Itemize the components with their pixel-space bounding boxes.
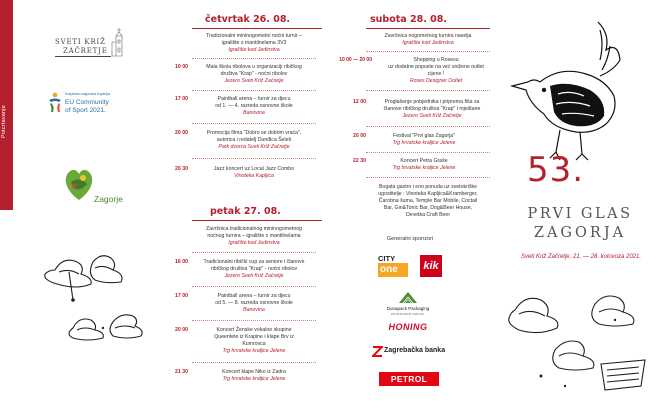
dunapack-mark-icon	[398, 290, 418, 304]
divider	[192, 286, 316, 287]
gastro-line: Bogata gastro i eno ponuda uz svetokriške	[378, 184, 478, 190]
divider	[192, 90, 316, 91]
saturday-gastro-info	[366, 184, 490, 219]
festival-title-line1: PRVI GLAS	[527, 206, 633, 222]
eu-line2: of Sport 2021.	[65, 106, 106, 114]
event-line: igralište s mantilnelama 3V3	[221, 40, 287, 46]
event-line: Jazz koncert uz Local Jazz Combo	[213, 166, 295, 172]
thursday-event-1	[150, 33, 340, 55]
saturday-event-5	[362, 158, 486, 172]
event-line: od 5. — 8. razreda osnovne škole	[215, 300, 293, 306]
event-line: društva "Krap" - noćni ribolov	[220, 71, 288, 77]
divider	[366, 51, 490, 52]
thursday-event-4	[150, 130, 340, 154]
event-location: Roses Designer Outlet	[409, 78, 463, 84]
event-location: Banovina	[243, 110, 265, 116]
event-body	[192, 96, 316, 117]
church-tower-icon	[109, 28, 129, 58]
event-body	[192, 327, 316, 355]
event-location: Trg hrvatske kraljice Jelene	[392, 140, 456, 146]
event-time: 12 00	[353, 99, 366, 105]
festival-title-line2: ZAGORJA	[533, 225, 627, 241]
dunapack-sub: PRINZHORN GROUP	[391, 312, 425, 316]
saturday-event-1	[366, 33, 490, 47]
divider	[192, 252, 316, 253]
sidebar-red-strip	[0, 0, 13, 210]
thursday-title-rule	[192, 28, 322, 29]
sport-figure-icon	[47, 92, 63, 114]
event-body	[192, 33, 316, 54]
friday-event-1	[150, 226, 340, 248]
bird-illustration	[510, 20, 630, 170]
event-body	[192, 130, 316, 151]
event-line: ribičkog društva "Krap" - noćni ribolov	[210, 266, 298, 272]
thursday-event-2	[150, 64, 340, 88]
sveti-kriz-underline	[55, 56, 111, 57]
event-line: Završnica nogometnog turnira naselja	[384, 33, 472, 39]
saturday-column	[340, 0, 510, 403]
event-time: 17 00	[175, 293, 188, 299]
divider	[366, 90, 490, 91]
divider	[192, 123, 316, 124]
divider	[192, 320, 316, 321]
event-location: Jezero Sveti Križ Začretje	[224, 78, 284, 84]
friday-title-rule	[192, 220, 322, 221]
event-line: Festival "Prvi glas Zagorja"	[393, 133, 455, 139]
event-time: 22 30	[353, 158, 366, 164]
event-time: 16 00	[175, 259, 188, 265]
city-one-top: CITY	[378, 254, 396, 263]
event-location: Jezero Sveti Križ Začretje	[402, 113, 462, 119]
eu-county-label: Krapinsko-zagorska županija	[65, 92, 110, 96]
event-line: Paintball arena – turnir za djecu	[217, 293, 291, 299]
event-line: članove ribičkog društva "Krap" i mještane	[383, 106, 481, 112]
gastro-line: Bar, Gin&Tonic Bar, Dog&Beer House,	[383, 205, 473, 211]
event-line: Završnica tradicionalnog mininogometnog	[205, 226, 303, 232]
event-body	[192, 369, 316, 383]
event-time: 21 30	[175, 369, 188, 375]
event-body	[192, 226, 316, 247]
gastro-line: Devetka Craft Beer	[405, 212, 451, 218]
zagorje-logo	[63, 164, 143, 204]
city-one-bottom: one	[380, 264, 398, 275]
event-line: uz dodatne popuste na već snižene outlet	[388, 64, 484, 70]
divider	[192, 58, 316, 59]
event-line: od 1. — 4. razreda osnovne škole	[215, 103, 293, 109]
event-time: 20 00	[175, 327, 188, 333]
event-time: 10 00 — 20 00	[339, 57, 372, 63]
event-line: Koncert klape Niko iz Zadra	[222, 369, 286, 375]
friday-event-2	[150, 259, 340, 283]
event-location: Vinoteka Kapljica	[234, 173, 274, 179]
divider	[366, 177, 490, 178]
sponsor-zaba-logo	[372, 345, 452, 359]
event-line: autorica i redatelj Dunđica Šeleš	[216, 137, 292, 143]
event-line: Proglašenje pobjednika i priprema fiša za	[384, 99, 480, 105]
sponsors-title: Generalni sponzori	[386, 236, 434, 242]
sponsor-petrol-logo: PETROL	[379, 372, 439, 386]
event-line: Kumrovca	[242, 341, 266, 347]
friday-title: petak 27. 08.	[210, 206, 281, 217]
event-line: Koncert Petra Graše	[400, 158, 448, 164]
friday-event-4	[150, 327, 340, 357]
sveti-kriz-logo	[55, 26, 135, 62]
eu-community-label	[65, 99, 109, 114]
friday-event-5	[150, 369, 340, 385]
sponsor-city-one-logo	[378, 254, 408, 280]
gastro-line: ugostitelje : Vinoteka Kapljica&Kramberger,	[378, 191, 478, 197]
event-location: Jezero Sveti Križ Začretje	[224, 273, 284, 279]
eu-line1: EU Community	[65, 99, 109, 106]
sidebar-label: Potcrtavanje	[1, 105, 7, 139]
thursday-event-5	[150, 166, 340, 182]
event-location: Trg hrvatske kraljice Jelene	[222, 348, 286, 354]
festival-number: 53.	[527, 150, 585, 190]
event-line: Queentete iz Krapine i klape Brv iz	[214, 334, 294, 340]
divider	[192, 158, 316, 159]
event-line: Mala škola ribolova u organizaciji ribičkog	[206, 64, 302, 70]
gastro-line: Čarobna šuma, Temple Bar Mobile, Coctail	[378, 198, 478, 204]
sveti-kriz-line2: ZAČRETJE	[63, 47, 108, 55]
event-location: Trg hrvatske kraljice Jelene	[222, 376, 286, 382]
logos-column	[13, 0, 143, 403]
event-location: Banovina	[243, 307, 265, 313]
event-time: 20 30	[175, 166, 188, 172]
sveti-kriz-line1: SVETI KRIŽ	[55, 38, 106, 46]
event-line: Tradicionalni ribički cup za seniore i članove	[203, 259, 305, 265]
zaba-mark-icon	[372, 346, 383, 357]
saturday-event-4	[362, 133, 486, 147]
zagorje-label: Zagorje	[94, 194, 123, 204]
festival-date-place: Sveti Križ Začretje, 21. — 28. kolovoza 2021.	[520, 254, 642, 260]
hats-illustration-left	[33, 250, 163, 400]
saturday-title-rule	[366, 28, 490, 29]
event-body	[192, 166, 316, 180]
event-line: cijene !	[427, 71, 445, 77]
event-location: Igralište kod Jedinstva	[228, 47, 280, 53]
event-line: Shopping u Rosesu	[413, 57, 459, 63]
thursday-friday-column	[150, 0, 340, 403]
divider	[192, 362, 316, 363]
event-time: 10 00	[175, 64, 188, 70]
sponsor-dunapack-logo	[368, 290, 448, 318]
event-location: Trg hrvatske kraljice Jelene	[392, 165, 456, 171]
event-line: Koncert Ženske vokalne skupine	[216, 327, 292, 333]
sponsor-honing-logo: HONING	[388, 322, 428, 332]
zaba-name: Zagrebačka banka	[384, 347, 446, 354]
event-body	[192, 259, 316, 280]
eu-community-sport-logo	[47, 88, 147, 128]
event-line: Tradicionalni mininogometni noćni turnir –	[206, 33, 302, 39]
event-line: noćnog turnira – igralište s mantilnelama	[207, 233, 301, 239]
divider	[366, 126, 490, 127]
event-body	[192, 293, 316, 314]
saturday-event-2	[374, 57, 498, 85]
thursday-title: četvrtak 26. 08.	[205, 14, 291, 25]
zagorje-heart-icon	[63, 164, 95, 204]
hats-illustration-right	[505, 290, 655, 400]
event-location: Igralište kod Jedinstva	[228, 240, 280, 246]
thursday-event-3	[150, 96, 340, 120]
event-time: 17 00	[175, 96, 188, 102]
event-line: Paintball arena – turnir za djecu	[217, 96, 291, 102]
event-time: 20 00	[175, 130, 188, 136]
sponsor-kik-logo: kik	[420, 255, 442, 277]
saturday-title: subota 28. 08.	[370, 14, 447, 25]
dunapack-name: Dunapack Packaging	[386, 306, 430, 311]
event-line: Promocija filma "Dobro se dobrim vraća",	[206, 130, 302, 136]
friday-event-3	[150, 293, 340, 317]
event-time: 20 00	[353, 133, 366, 139]
event-location: Igralište kod Jedinstva	[402, 40, 454, 46]
divider	[366, 152, 490, 153]
event-location: Park dvorca Sveti Križ Začretje	[218, 144, 290, 150]
saturday-event-3	[370, 99, 494, 120]
event-body	[192, 64, 316, 85]
